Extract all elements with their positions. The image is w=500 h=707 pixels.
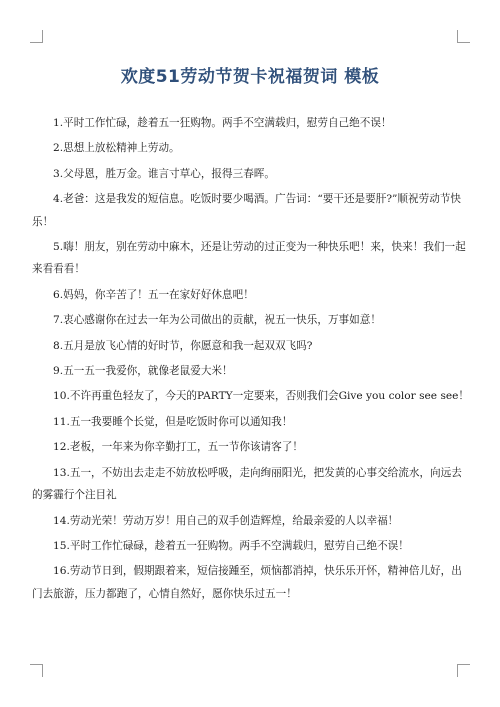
paragraph-8: 8.五月是放飞心情的好时节，你愿意和我一起双双飞吗? [53, 339, 313, 352]
paragraph-14: 14.劳动光荣！劳动万岁！用自己的双手创造辉煌，给最亲爱的人以幸福！ [53, 514, 399, 527]
crop-mark-top-left [30, 30, 43, 43]
paragraph-2: 2.思想上放松精神上劳动。 [53, 142, 180, 155]
paragraph-9: 9.五一五一我爱你，就像老鼠爱大米！ [53, 365, 233, 378]
paragraph-15: 15.平时工作忙碌碌，趁着五一狂购物。两手不空满载归，慰劳自己绝不误！ [53, 539, 409, 552]
paragraph-3: 3.父母恩，胜万金。谁言寸草心，报得三春晖。 [53, 167, 275, 180]
paragraph-11: 11.五一我要睡个长觉，但是吃饭时你可以通知我！ [53, 415, 293, 428]
paragraph-16: 16.劳动节日到，假期跟着来，短信接踵至，烦恼都消掉，快乐乐开怀，精神倍儿好，出门去旅游，压力都跑了，心情自然好，愿你快乐过五一！ [32, 565, 462, 600]
paragraph-4: 4.老爸：这是我发的短信息。吃饭时要少喝酒。广告词：“要干还是要肝?”顺祝劳动节快乐！ [32, 193, 461, 228]
crop-mark-top-right [457, 30, 470, 43]
paragraph-1: 1.平时工作忙碌，趁着五一狂购物。两手不空满载归，慰劳自己绝不误！ [53, 117, 392, 129]
paragraph-12: 12.老板，一年来为你辛勤打工，五一节你该请客了！ [53, 441, 303, 454]
document-title: 欢度51劳动节贺卡祝福贺词 模板 [120, 67, 380, 87]
crop-mark-bottom-right [457, 664, 470, 677]
paragraph-7: 7.衷心感谢你在过去一年为公司做出的贡献，祝五一快乐，万事如意！ [53, 314, 381, 327]
paragraph-5: 5.嗨！朋友，别在劳动中麻木，还是让劳动的过正变为一种快乐吧！来，快来！我们一起来看看看！ [32, 241, 466, 276]
document-body [32, 112, 472, 608]
crop-mark-bottom-left [30, 664, 43, 677]
paragraph-10: 10.不许再重色轻友了，今天的PARTY一定要来，否则我们会Give you color see see！ [53, 390, 470, 403]
paragraph-13: 13.五一，不妨出去走走不妨放松呼吸，走向绚丽阳光，把发黄的心事交给流水，向远去的雾霾行个注目礼 [32, 466, 462, 502]
paragraph-6: 6.妈妈，你辛苦了！五一在家好好休息吧！ [53, 288, 254, 301]
